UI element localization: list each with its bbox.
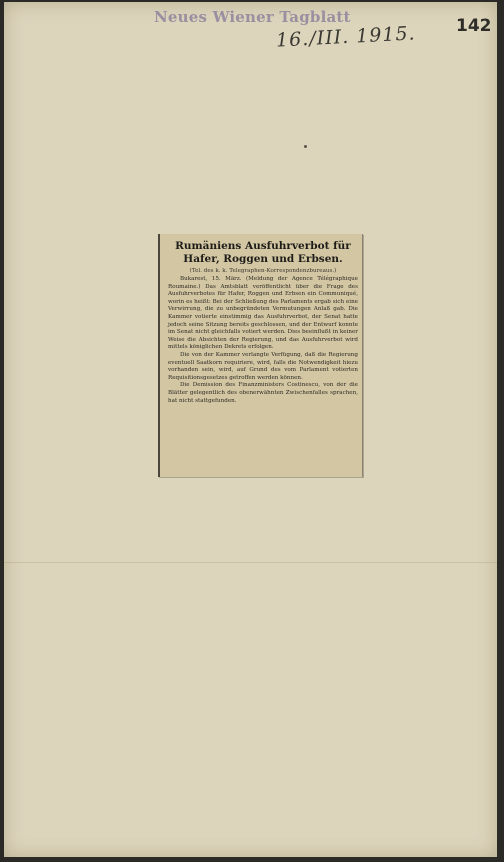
article-dateline: (Tel. des k. k. Telegraphen-Korrespondenzbureaus.) (189, 268, 337, 274)
newspaper-clipping (158, 234, 363, 477)
article-paragraph-3: Die Demission des Finanzministers Costinescu, von der die Blätter gelegentlich des obenerwähnten Zwischenfalles sprachen, hat nicht stattgefunden. (168, 382, 358, 404)
article-paragraph-1: Bukarest, 15. März. (Meldung der Agence Télégraphique Roumaine.) Das Amtsblatt veröffentlicht über die Frage des Ausfuhrverbotes für Hafer, Roggen und Erbsen ein Communiqué, worin es heißt: Bei der Schließung des Parlaments ergab sich eine Verwirrung, die zu unbegründeten Vermutungen Anlaß gab. Die Kammer votierte einstimmig das Ausfuhrverbot, der Senat hatte jedoch seine Sitzung bereits geschlossen, und der Entwurf konnte im Senat nicht gleichfalls votiert werden. Dies beeinflußt in keiner Weise die Absichten der Regierung, und das Ausfuhrverbot wird mittels königlichen Dekrets erfolgen. (168, 276, 358, 351)
ink-dot (304, 145, 307, 148)
newspaper-stamp: Neues Wiener Tagblatt (154, 8, 351, 26)
paper-fold-line (4, 562, 497, 563)
article-paragraph-2: Die von der Kammer verlangte Verfügung, daß die Regierung eventuell Saatkorn requiriere, wird, falls die Notwendigkeit hiezu vorhanden sein, wird, auf Grund des vom Parlament votierten Requisitionsgesetzes getroffen werden können. (168, 351, 358, 381)
handwritten-date: 16./III. 1915. (275, 22, 417, 52)
article-headline: Rumäniens Ausfuhrverbot für Hafer, Roggen und Erbsen. (175, 240, 351, 265)
archive-sheet (4, 2, 497, 857)
page-number: 142 (456, 16, 492, 36)
